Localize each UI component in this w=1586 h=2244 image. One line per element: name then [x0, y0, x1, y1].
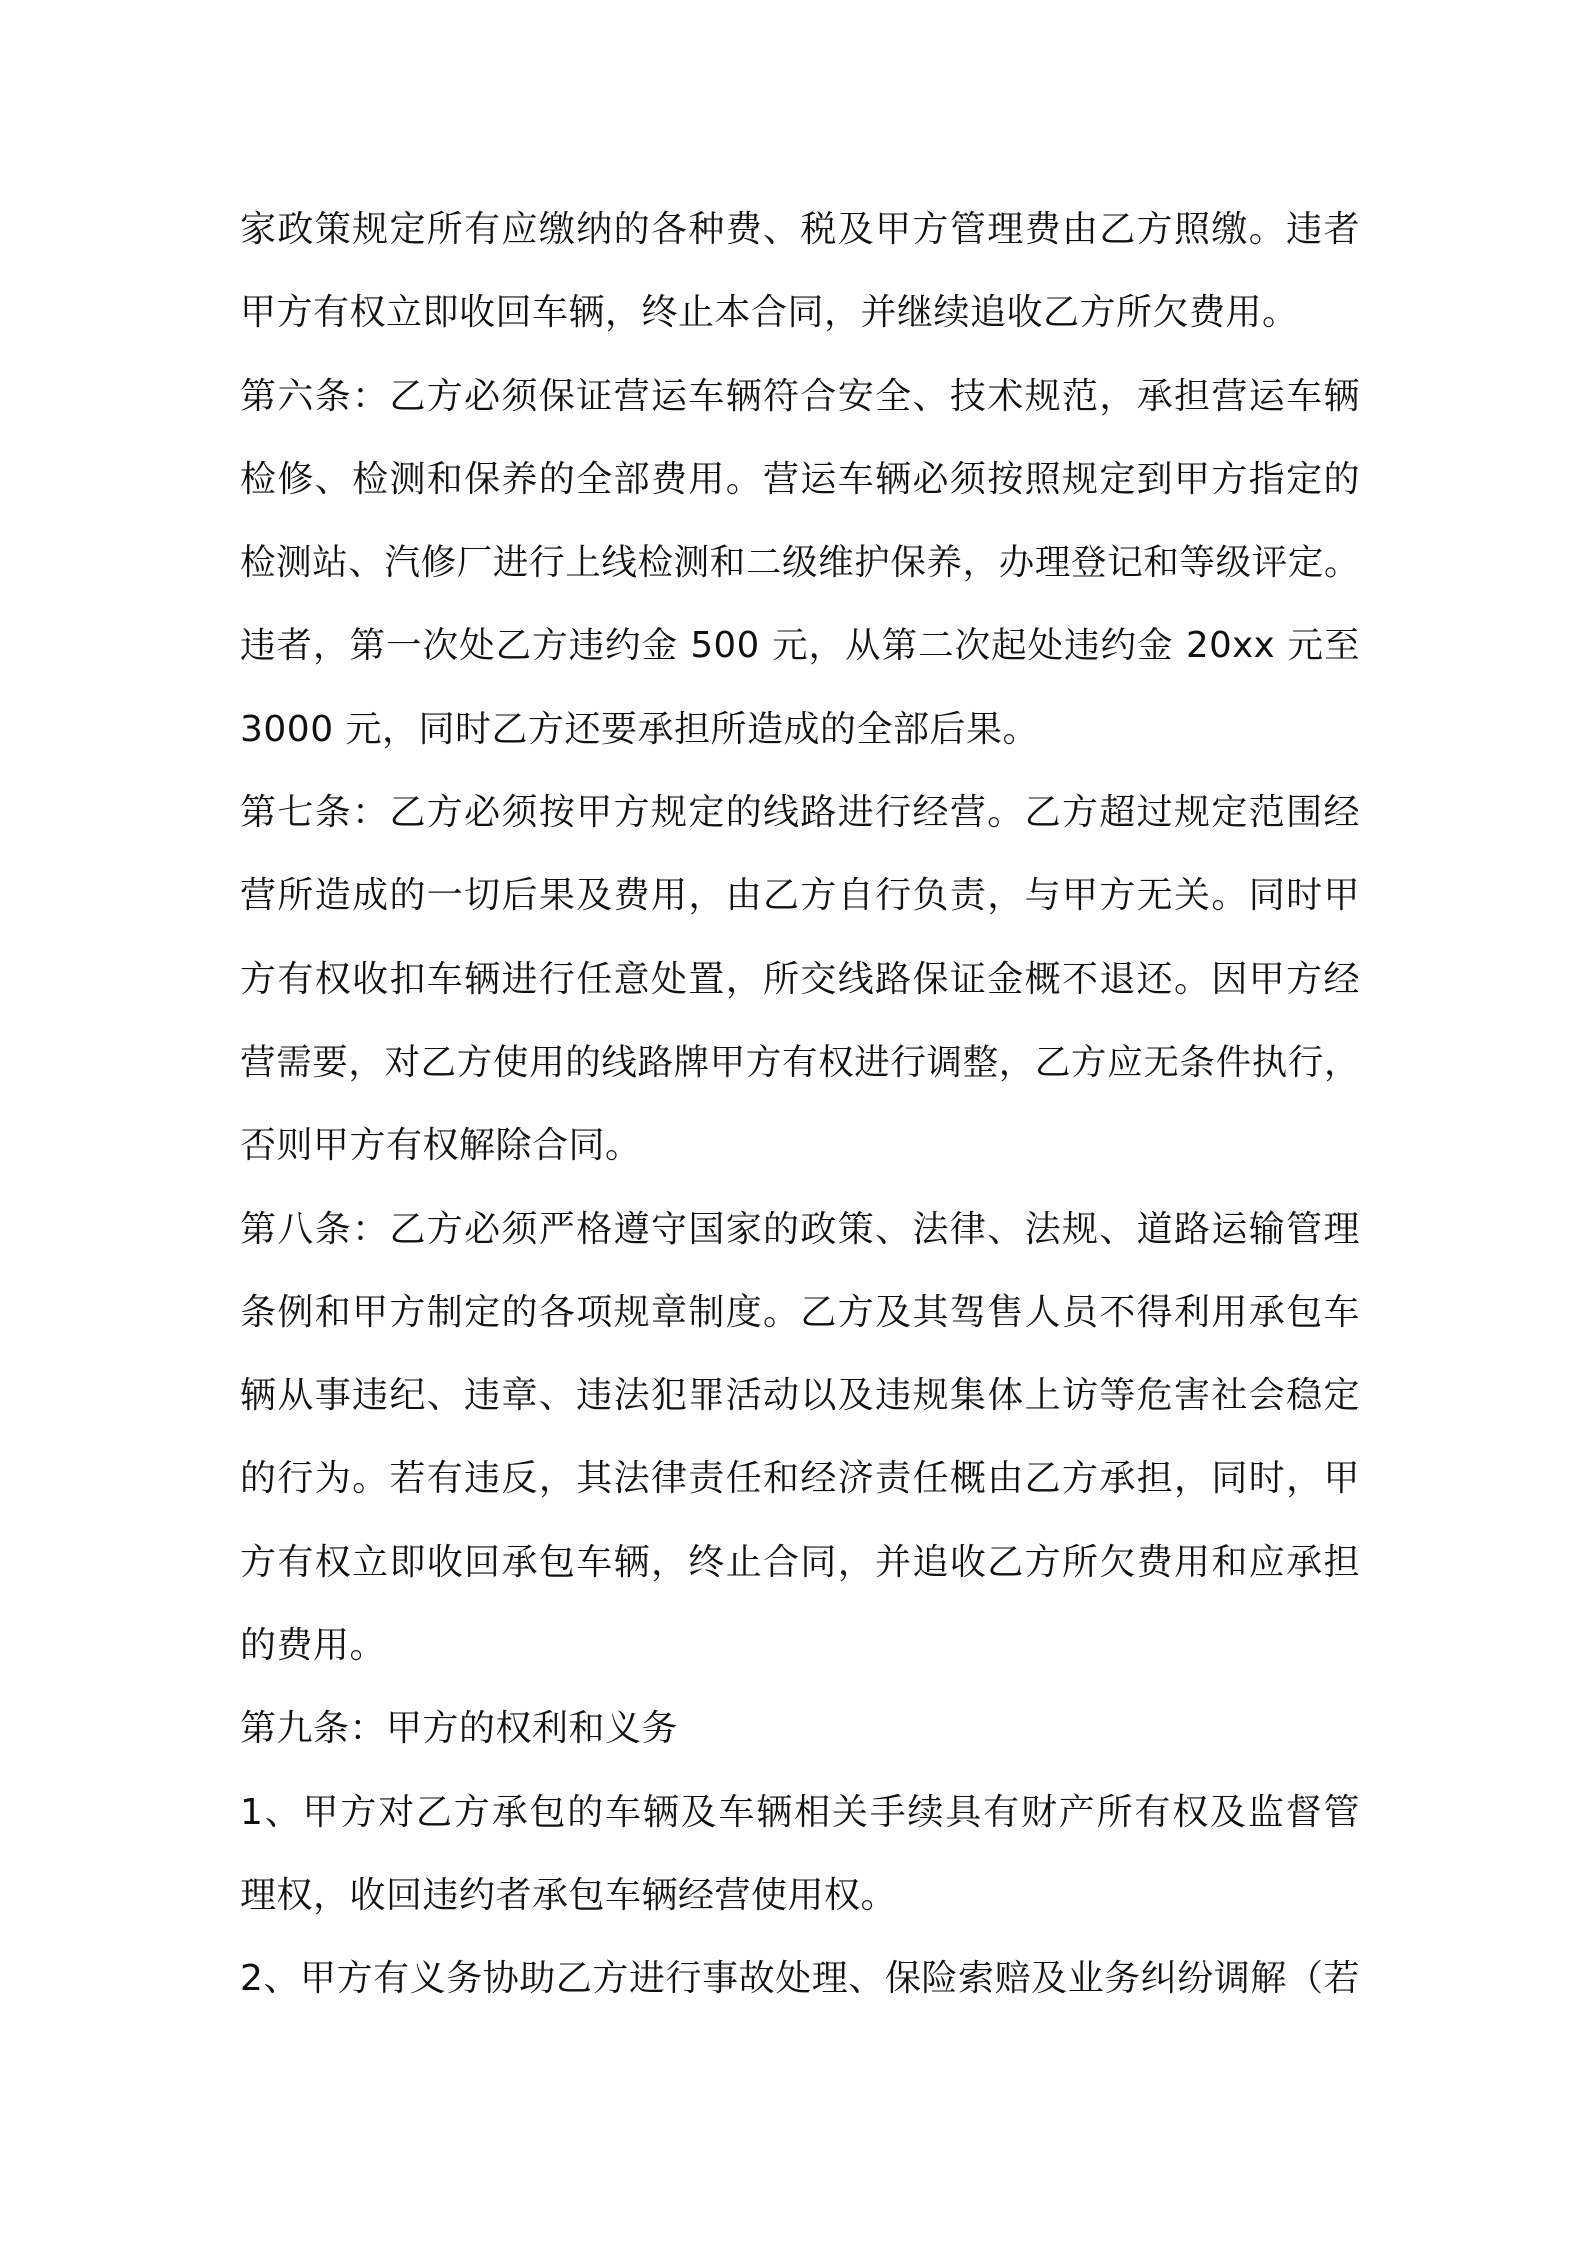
text-line: 家政策规定所有应缴纳的各种费、税及甲方管理费由乙方照缴。违者	[240, 209, 1360, 250]
text-line: 第八条：乙方必须严格遵守国家的政策、法律、法规、道路运输管理	[240, 1208, 1360, 1250]
text-line: 检修、检测和保养的全部费用。营运车辆必须按照规定到甲方指定的	[240, 458, 1360, 500]
text-line: 的行为。若有违反，其法律责任和经济责任概由乙方承担，同时，甲	[240, 1458, 1360, 1500]
text-line: 方有权立即收回承包车辆，终止合同，并追收乙方所欠费用和应承担	[240, 1541, 1360, 1583]
text-line: 第六条：乙方必须保证营运车辆符合安全、技术规范，承担营运车辆	[240, 375, 1360, 417]
text-line: 方有权收扣车辆进行任意处置，所交线路保证金概不退还。因甲方经	[240, 958, 1360, 1000]
text-line: 甲方有权立即收回车辆，终止本合同，并继续追收乙方所欠费用。	[240, 292, 1299, 334]
text-line: 第七条：乙方必须按甲方规定的线路进行经营。乙方超过规定范围经	[240, 792, 1360, 834]
text-line: 条例和甲方制定的各项规章制度。乙方及其驾售人员不得利用承包车	[240, 1291, 1360, 1333]
text-line: 2、甲方有义务协助乙方进行事故处理、保险索赔及业务纠纷调解（若	[240, 1958, 1360, 2000]
text-line: 检测站、汽修厂进行上线检测和二级维护保养，办理登记和等级评定。	[240, 542, 1360, 584]
text-line: 营需要，对乙方使用的线路牌甲方有权进行调整，乙方应无条件执行，	[240, 1041, 1360, 1083]
contract-body-text	[240, 188, 1360, 2021]
text-line: 辆从事违纪、违章、违法犯罪活动以及违规集体上访等危害社会稳定	[240, 1375, 1360, 1417]
text-line: 第九条：甲方的权利和义务	[240, 1708, 679, 1750]
text-line: 理权，收回违约者承包车辆经营使用权。	[240, 1874, 898, 1916]
text-line: 营所造成的一切后果及费用，由乙方自行负责，与甲方无关。同时甲	[240, 875, 1360, 917]
text-line: 的费用。	[240, 1625, 387, 1667]
text-line: 3000 元，同时乙方还要承担所造成的全部后果。	[240, 708, 1040, 750]
text-line: 违者，第一次处乙方违约金 500 元，从第二次起处违约金 20xx 元至	[240, 625, 1360, 667]
text-line: 1、甲方对乙方承包的车辆及车辆相关手续具有财产所有权及监督管	[240, 1791, 1360, 1833]
text-line: 否则甲方有权解除合同。	[240, 1125, 642, 1167]
